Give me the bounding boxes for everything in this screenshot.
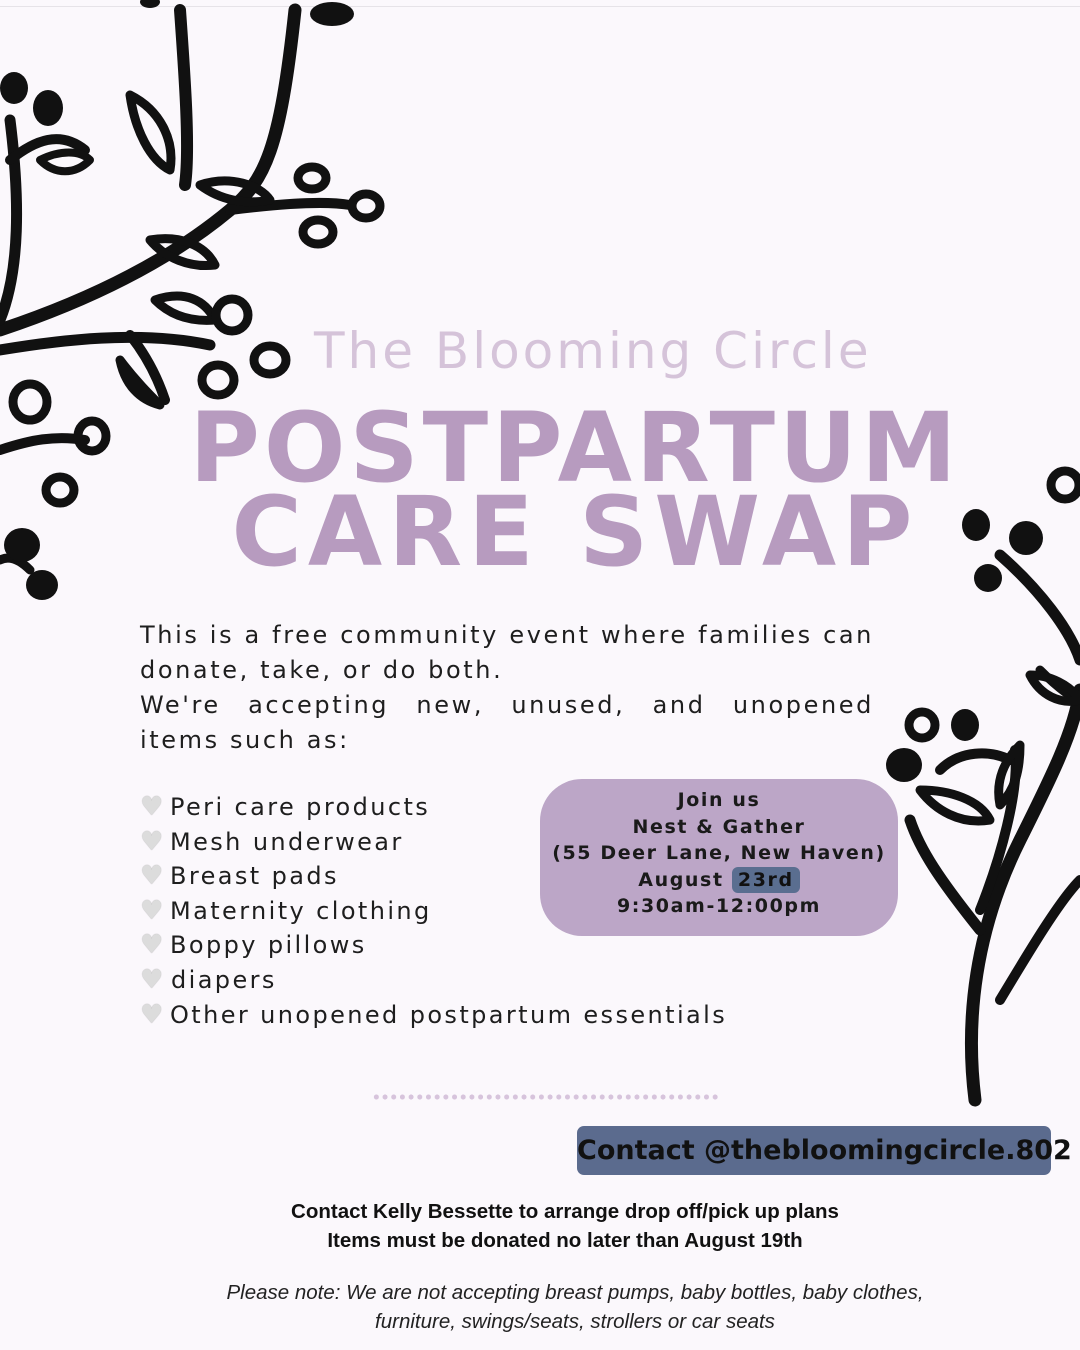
white-heart-icon: ♥: [140, 930, 166, 961]
brand-name: The Blooming Circle: [314, 322, 872, 380]
footer-deadline-line: Items must be donated no later than August 19th: [327, 1229, 803, 1252]
contact-button[interactable]: Contact @thebloomingcircle.802: [577, 1126, 1051, 1175]
list-item-label: Boppy pillows: [170, 931, 367, 960]
list-item-label: Peri care products: [170, 793, 431, 821]
event-address: (55 Deer Lane, New Haven): [552, 842, 886, 864]
headline-line-1: POSTPARTUM: [189, 392, 961, 504]
list-item-label: Maternity clothing: [170, 896, 432, 925]
white-heart-icon: ♥: [140, 861, 166, 892]
event-time: 9:30am-12:00pm: [616, 895, 822, 917]
headline-line-2: CARE SWAP: [231, 476, 919, 588]
exclusions-note-line-1: Please note: We are not accepting breast pumps, baby bottles, baby clothes,: [226, 1281, 924, 1304]
white-heart-icon: ♥: [140, 999, 166, 1030]
footer-contact-line: Contact Kelly Bessette to arrange drop off/pick up plans: [291, 1200, 839, 1223]
white-heart-icon: ♥: [140, 964, 166, 995]
intro-text: [140, 618, 874, 758]
list-item-label: Other unopened postpartum essentials: [170, 1000, 728, 1029]
event-day: 23rd: [732, 867, 800, 893]
intro-paragraph-2: We're accepting new, unused, and unopened items such as:: [140, 691, 874, 754]
event-month: August: [638, 868, 724, 891]
white-heart-icon: ♥: [140, 895, 166, 926]
dotted-divider: [372, 1094, 720, 1100]
intro-paragraph-1: This is a free community event where families can donate, take, or do both.: [140, 621, 874, 684]
list-item-label: diapers: [171, 965, 277, 994]
exclusions-note: [0, 1278, 1080, 1336]
list-item: [140, 998, 727, 1033]
list-item: [140, 963, 727, 998]
event-details-card: [540, 779, 898, 936]
white-heart-icon: ♥: [140, 792, 166, 822]
event-date: [540, 867, 898, 894]
exclusions-note-line-2: furniture, swings/seats, strollers or car seats: [375, 1310, 775, 1333]
event-invite: Join us: [677, 789, 761, 811]
event-venue: Nest & Gather: [632, 815, 806, 838]
white-heart-icon: ♥: [140, 826, 166, 857]
list-item-label: Breast pads: [170, 862, 339, 891]
list-item-label: Mesh underwear: [170, 827, 404, 856]
